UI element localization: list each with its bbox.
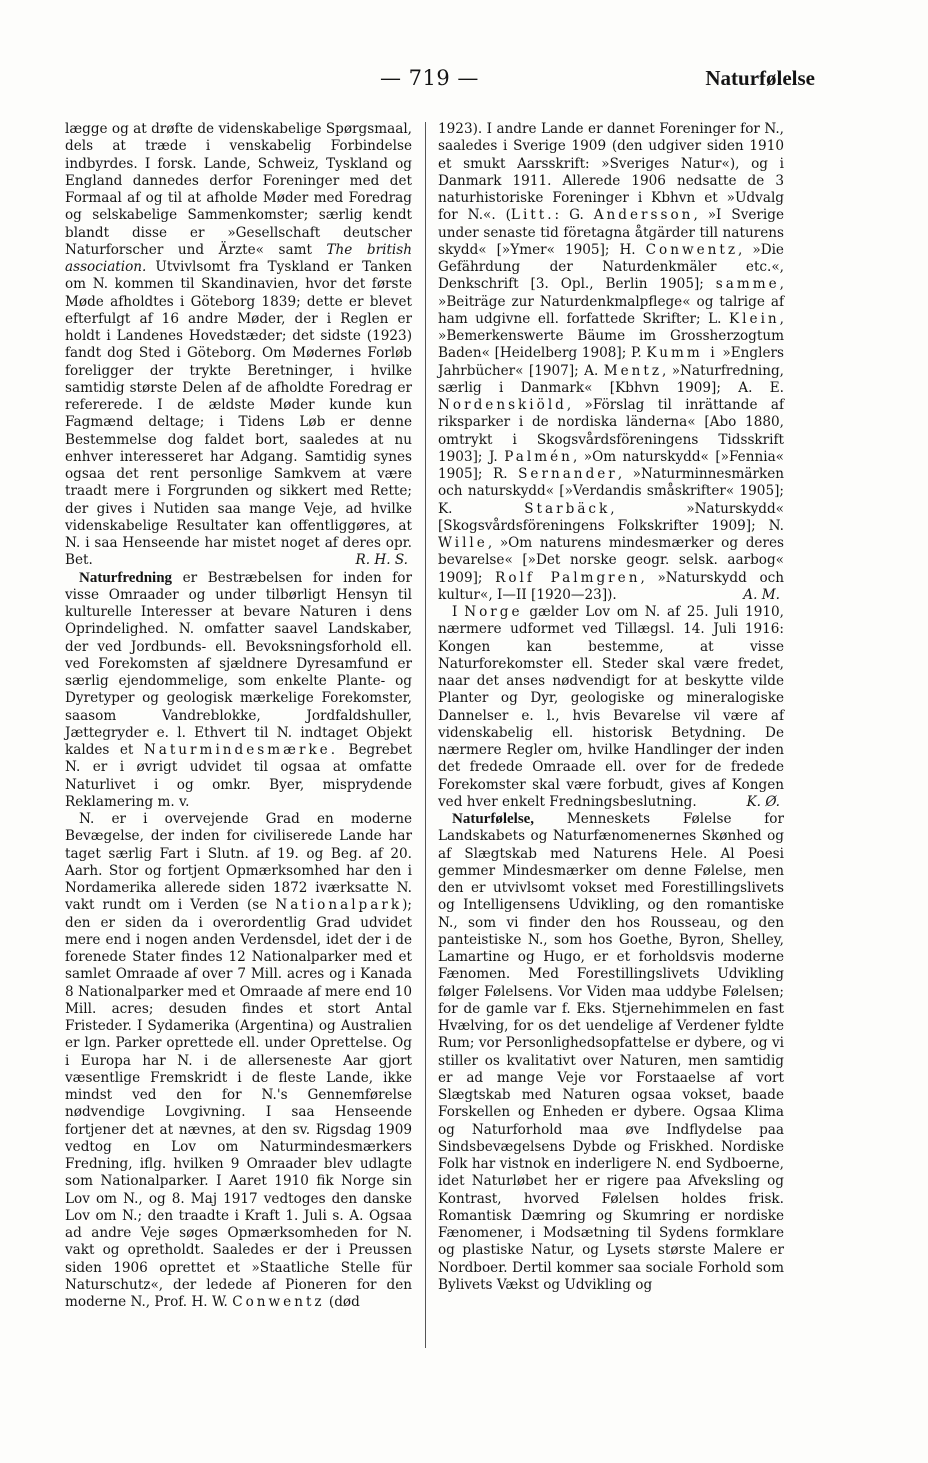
paragraph-naturforskermoder-end: lægge og at drøfte de videnskabelige Spørgsmaal, dels at træde i venskabelig Forbindelse indbyrdes. I forsk. Lande, Schweiz, Tyskland og England dannedes derfor Foreninger med det Formaal af og til at afholde Møder med Foredrag og selskabelige Sammenkomster; særlig kendt blandt disse er »Gesellschaft deutscher Naturforscher und Ärzte« samt The british association. Utvivlsomt fra Tyskland er Tanken om N. kommen til Skandinavien, hvor det første Møde afholdtes i Göteborg 1839; dette er blevet efterfulgt af 16 andre Møder, der i Reglen er holdt i Landenes Hovedstæder; det sidste (1923) fandt dog Sted i Göteborg. Om Mødernes Forløb foreligger der trykte Beretninger, i hvilke samtidig største Delen af de afholdte Foredrag er refererede. I de ældste Møder kunde kun Fagmænd deltage; i Tidens Løb er denne Bestemmelse dog faldet bort, saaledes at nu enhver interesseret har Adgang. Samtidig synes ogsaa det rent personlige Samkvem at være traadt mere i Forgrunden og sikkert med Rette; der gives i Nutiden saa mange Veje, ad hvilke videnskabelige Resultater kan offentliggøres, at N. i saa Henseende har mistet noget af deres opr. Bet. R. H. S. — [65, 121, 412, 569]
headword: Naturfredning — [79, 569, 173, 586]
author-signature: A. M. — [743, 586, 780, 603]
paragraph-literature: 1923). I andre Lande er dannet Foreninger for N., saaledes i Sverige 1909 (den udgiver siden 1910 et smukt Aarsskrift: »Sveriges Natur«), og i Danmark 1911. Allerede 1906 nedsatte de 3 naturhistoriske Foreninger i Kbhvn et »Udvalg for N.«. (Litt.: G. Andersson, »I Sverige under senaste tid företagna åtgärder till naturens skydd« [»Ymer« 1905]; H. Conwentz, »Die Gefährdung der Naturdenkmäler etc.«, Denkschrift [3. Opl., Berlin 1905]; samme, »Beiträge zur Naturdenkmalpflege« og talrige af ham udgivne ell. forfattede Skrifter; L. Klein, »Bemerkenswerte Bäume im Grossherzogtum Baden« [Heidelberg 1908]; P. Kumm i »Englers Jahrbücher« [1907]; A. Mentz, »Naturfredning, særlig i Danmark« [Kbhvn 1909]; A. E. Nordenskiöld, »Förslag til inrättande af riksparker i de nordiska länderna« [Abo 1880, omtrykt i Skogsvårdsföreningens Tidsskrift 1903]; J. Palmén, »Om naturskydd« [»Fennia« 1905]; R. Sernander, »Naturminnesmärken och naturskydd« [»Verdandis småskrifter« 1905]; K. Starbäck, »Naturskydd« [Skogsvårdsföreningens Folkskrifter 1909]; N. Wille, »Om naturens mindesmærker og deres bevarelse« [»Det norske geogr. selsk. aarbog« 1909]; Rolf Palmgren, »Naturskydd och kultur«, I—II [1920—23]). A. M. — [438, 121, 784, 603]
paragraph-naturfredning-history: N. er i overvejende Grad en moderne Bevægelse, der inden for civiliserede Lande har taget særlig Fart i Slutn. af 19. og Beg. af 20. Aarh. Stor og fortjent Opmærksomhed har den i Nordamerika allerede siden 1872 iværksatte N. vakt rundt om i Verden (se Nationalpark); den er siden da i overordentlig Grad udvidet mere end i nogen anden Verdensdel, idet der i de forenede Stater findes 12 Nationalparker med et samlet Omraade af over 7 Mill. acres og i Kanada 8 Nationalparker med et Omraade af mere end 10 Mill. acres; desuden findes et stort Antal Fristeder. I Sydamerika (Argentina) og Australien er lgn. Parker oprettede ell. under Oprettelse. Og i Europa har N. i de allerseneste Aar gjort væsentlige Fremskridt i de fleste Lande, ikke mindst ved den for N.'s Gennemførelse nødvendige Lovgivning. I saa Henseende fortjener det at nævnes, at den sv. Rigsdag 1909 vedtog en Lov om Naturmindesmærkers Fredning, iflg. hvilken 9 Omraader blev udlagte som Nationalparker. I Aaret 1910 fik Norge sin Lov om N., og 8. Maj 1917 vedtoges den danske Lov om N.; den traadte i Kraft 1. Juli s. A. Ogsaa ad andre Veje søges Opmærksomheden for N. vakt og opretholdt. Saaledes er der i Preussen siden 1906 oprettet et »Staatliche Stelle für Naturschutz«, der ledede af Pioneren for den moderne N., Prof. H. W. Conwentz (død — [65, 811, 412, 1310]
page-number: — 719 — — [380, 66, 479, 90]
headword: Naturfølelse, — [452, 811, 535, 827]
entry-naturfredning: Naturfredning er Bestræbelsen for inden for visse Omraader og under tilbørligt Hensyn til kulturelle Interesser at bevare Naturen i dens Oprindelighed. N. omfatter saavel Landskaber, der ved Jordbunds- ell. Bevoksningsforhold ell. ved Forekomsten af sjældnere Dyresamfund er særlig ejendommelige, som enkelte Plante- og Dyretyper og geologisk mærkelige Forekomster, saasom Vandreblokke, Jordfaldshuller, Jættegryder e. l. Ethvert til N. indtaget Objekt kaldes et Naturmindesmærke. Begrebet N. er i øvrigt udvidet til ogsaa at omfatte Naturlivet i og omkr. Byer, misprydende Reklamering m. v. — [65, 569, 412, 810]
left-column — [65, 121, 412, 1311]
running-header — [0, 66, 928, 102]
running-title: Naturfølelse — [705, 66, 815, 90]
author-signature: K. Ø. — [746, 793, 780, 810]
column-divider — [425, 122, 426, 1348]
paragraph-norge-law: I Norge gælder Lov om N. af 25. Juli 1910, nærmere udformet ved Tillægsl. 14. Juli 1916: Kongen kan bestemme, at visse Naturforekomster ell. Steder skal være fredet, naar det anses nødvendigt for at beskytte vilde Planter og Dyr, geologiske og mineralogiske Dannelser e. l., hvis Bevarelse vil være af videnskabelig ell. historisk Betydning. De nærmere Regler om, hvilke Handlinger der inden det fredede Omraade ell. over for de fredede Forekomster skal være forbudt, gives af Kongen ved hver enkelt Fredningsbeslutning. K. Ø. — [438, 604, 784, 810]
right-column — [438, 121, 784, 1294]
entry-naturfolelse: Naturfølelse, Menneskets Følelse for Landskabets og Naturfænomenernes Skønhed og af Slægtskab med Naturens Hele. Al Poesi gemmer Mindesmærker om denne Følelse, men den er utvivlsomt vokset med Forestillingslivets og Intelligensens Udvikling, og den romantiske N., som vi finder den hos Rousseau, og den panteistiske N., som hos Goethe, Byron, Shelley, Lamartine og Hugo, er et forholdsvis moderne Fænomen. Med Forestillingslivets Udvikling følger Følelsens. Vor Viden maa uddybe Følelsen; for de gamle var f. Eks. Stjernehimmelen en fast Hvælving, for os det uendelige af Verdener fyldte Rum; vor Personlighedsopfattelse er dybere, og vi stiller os kvalitativt over Naturen, men samtidig er ad mange Veje vor Forstaaelse af vort Slægtskab med Naturen ogsaa vokset, baade Forskellen og Enheden er dybere. Ogsaa Klima og Naturforhold maa øve Indflydelse paa Sindsbevægelsens Dybde og Friskhed. Nordiske Folk har vistnok en inderligere N. end Sydboerne, idet Naturløbet her er rigere paa Afveksling og Kontrast, hvorved Følelsen holdes frisk. Romantisk Dæmring og Skumring er nordiske Fænomener, i Modsætning til Sydens formklare og plastiske Natur, og Lysets største Malere er Nordboer. Dertil kommer saa sociale Forhold som Bylivets Vækst og Udvikling og — [438, 811, 784, 1293]
author-signature: R. H. S. — [355, 552, 408, 569]
